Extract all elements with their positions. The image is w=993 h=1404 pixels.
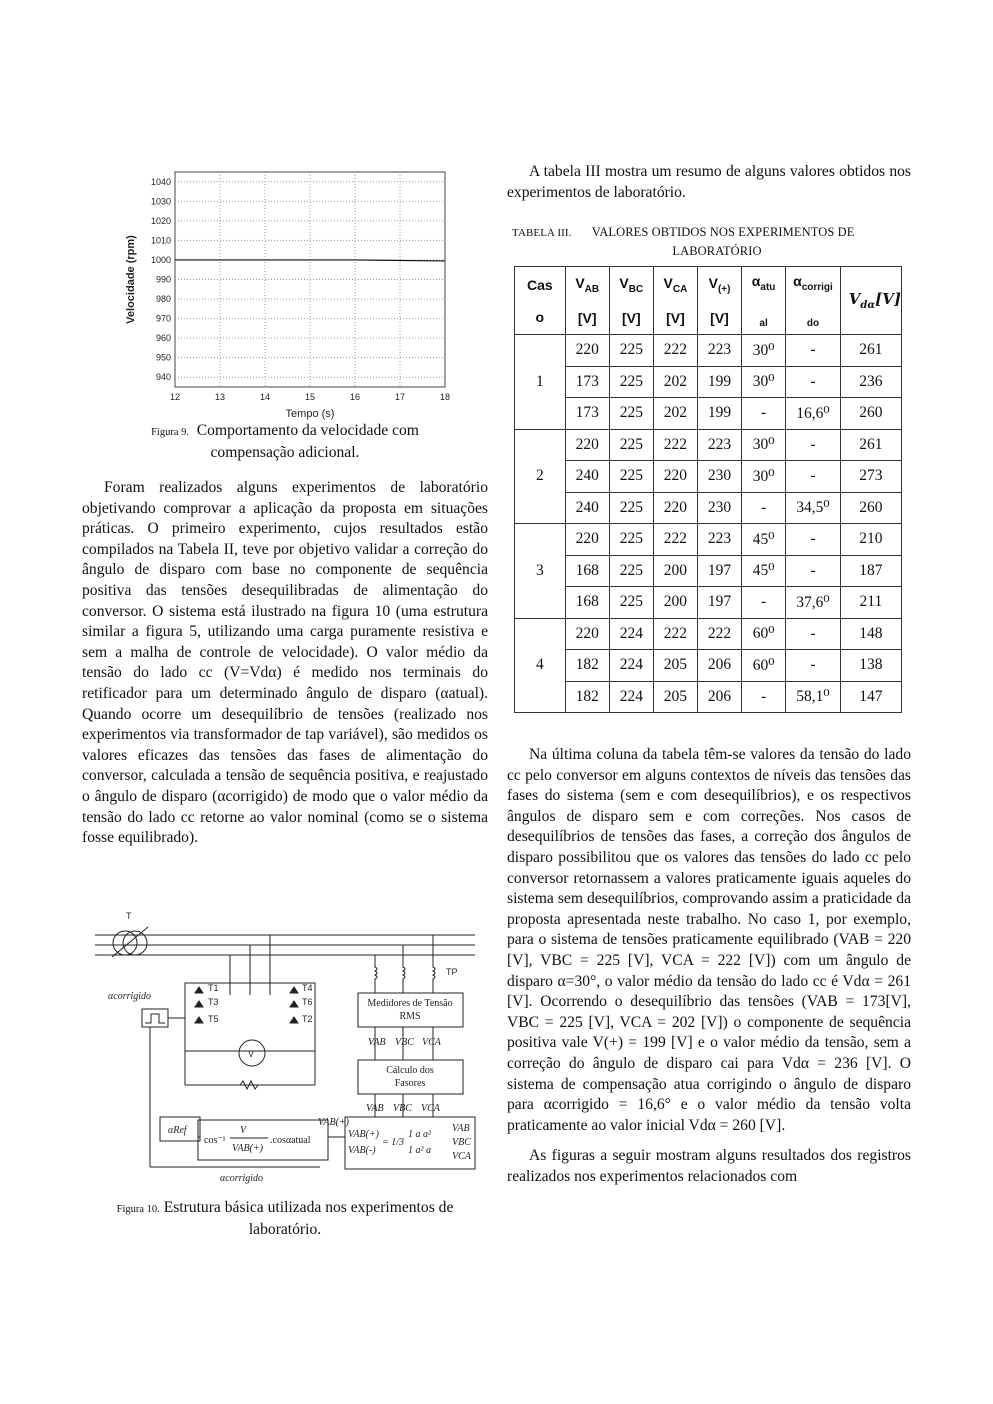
table-3-number: TABELA III. — [512, 227, 572, 239]
matrix-r3: VCA — [452, 1151, 471, 1162]
vab-plus-label: VAB(+) — [232, 1143, 263, 1154]
y-tick-label: 970 — [155, 313, 171, 324]
table-cell: 225 — [609, 335, 653, 367]
t6-label: T6 — [302, 997, 313, 1007]
alpha-ref-label: αRef — [168, 1125, 187, 1136]
th-vab: $V_{AB}$ [V] — [565, 267, 609, 335]
th-vplus: $V_{(+)}$ [V] — [697, 267, 741, 335]
table-cell: 220 — [565, 429, 609, 461]
table-cell: 225 — [609, 587, 653, 619]
y-tick-label: 940 — [155, 372, 171, 383]
table-cell: 60⁰ — [742, 618, 786, 650]
table-row — [515, 461, 902, 493]
right-intro-paragraph: A tabela III mostra um resumo de alguns valores obtidos nos experimentos de laboratório. — [507, 163, 911, 201]
matrix-r2: VBC — [452, 1137, 471, 1148]
table-cell: 236 — [840, 366, 901, 398]
y-tick-label: 960 — [155, 333, 171, 344]
table-cell: - — [742, 492, 786, 524]
figure-10-diagram — [90, 905, 485, 1185]
table-cell: 230 — [697, 492, 741, 524]
table-cell: - — [786, 650, 841, 682]
t5-label: T5 — [208, 1014, 219, 1024]
table-cell: 58,1⁰ — [786, 681, 841, 713]
table-cell: 224 — [609, 650, 653, 682]
table-cell: 205 — [653, 681, 697, 713]
table-cell: 210 — [840, 524, 901, 556]
table-cell: 60⁰ — [742, 650, 786, 682]
table-cell: 168 — [565, 555, 609, 587]
t1-label: T1 — [208, 983, 219, 993]
table-cell: 148 — [840, 618, 901, 650]
y-tick-label: 950 — [155, 352, 171, 363]
table-cell: 260 — [840, 398, 901, 430]
table-cell: 173 — [565, 366, 609, 398]
x-tick-label: 15 — [304, 392, 316, 402]
y-tick-label: 1030 — [150, 196, 171, 207]
figure-10-caption-text: Estrutura básica utilizada nos experimentos de laboratório. — [163, 1199, 454, 1238]
table-cell: 147 — [840, 681, 901, 713]
table-cell: - — [742, 681, 786, 713]
table-header-row — [515, 267, 902, 335]
table-row — [515, 650, 902, 682]
figure-9-caption-text: Comportamento da velocidade com compensação adicional. — [196, 422, 419, 461]
table-cell: - — [742, 587, 786, 619]
calc-label-2: Fasores — [394, 1078, 426, 1089]
table-3-title-line2: LABORATÓRIO — [672, 244, 762, 258]
table-cell: 224 — [609, 618, 653, 650]
v-over-label: V — [240, 1125, 247, 1136]
t3-label: T3 — [208, 997, 219, 1007]
table-cell: 187 — [840, 555, 901, 587]
table-cell: - — [786, 366, 841, 398]
table-cell: 225 — [609, 524, 653, 556]
tp-label: TP — [446, 967, 458, 977]
matrix-l2: VAB(-) — [348, 1145, 376, 1156]
matrix-row-b: 1 a² a — [408, 1145, 431, 1156]
circuit-diagram-svg — [90, 905, 485, 1185]
transformer-label: T — [126, 911, 132, 921]
table-cell: 225 — [609, 398, 653, 430]
cos-alpha-label: .cosαatual — [270, 1135, 311, 1146]
voltmeter-label: V — [248, 1049, 255, 1059]
table-3-caption — [512, 223, 912, 260]
table-cell: 220 — [653, 492, 697, 524]
right-paragraph: Na última coluna da tabela têm-se valores da tensão do lado cc pelo conversor em alguns contextos de níveis das tensões das fases do sistema (sem e com desequilíbrios), e os respectivos ângulos de disparo sem e com correções. Nos casos de desequilíbrios de tensões das fases, a correção dos ângulos de disparo possibilitou que os valores das tensões do lado cc pelo conversor retornassem a valores praticamente iguais aqueles do sistema sem desequilíbrios, comprovando assim a praticidade da proposta apresentada neste trabalho. No caso 1, por exemplo, para o sistema de tensões praticamente equilibrado (VAB = 220 [V], VBC = 225 [V], VCA = 222 [V]) com um ângulo de disparo α=30°, o valor médio da tensão do lado cc é Vdα = 261 [V]. Ocorrendo o desequilíbrio das tensões (VAB = 173[V], VBC = 225 [V], VCA = 202 [V]) o componente de sequência positiva vale V(+) = 199 [V] e o valor médio da tensão, sem a correção do ângulo de disparo cai para Vdα = 236 [V]. O sistema de compensação atua corrigindo o ângulo de disparo para αcorrigido = 16,6° e o valor médio da tensão volta praticamente ao valor inicial Vdα = 260 [V]. — [507, 746, 911, 1134]
table-cell: 200 — [653, 587, 697, 619]
th-vca: $V_{CA}$ [V] — [653, 267, 697, 335]
table-3-container — [514, 266, 904, 713]
table-cell: 206 — [697, 650, 741, 682]
table-3 — [514, 266, 902, 713]
x-tick-label: 12 — [169, 392, 181, 402]
matrix-l1: VAB(+) — [348, 1129, 379, 1140]
table-cell: - — [786, 555, 841, 587]
table-cell: 182 — [565, 681, 609, 713]
table-cell: 45⁰ — [742, 524, 786, 556]
table-cell: 225 — [609, 429, 653, 461]
figure-9-chart — [110, 160, 460, 420]
calc-label-1: Cálculo dos — [386, 1065, 434, 1076]
table-cell: 197 — [697, 555, 741, 587]
table-cell: 16,6⁰ — [786, 398, 841, 430]
right-body-text — [507, 745, 911, 1187]
y-tick-label: 1010 — [150, 235, 171, 246]
table-cell: - — [786, 524, 841, 556]
vca2-label: VCA — [421, 1103, 440, 1114]
table-cell: 202 — [653, 398, 697, 430]
x-tick-label: 14 — [259, 392, 271, 402]
table-cell-caso: 2 — [515, 429, 566, 524]
x-axis-label: Tempo (s) — [285, 408, 335, 420]
th-vd: $V_{d\alpha}[V]$ — [840, 267, 901, 335]
table-cell: 240 — [565, 461, 609, 493]
x-tick-label: 16 — [349, 392, 361, 402]
table-cell: 222 — [653, 429, 697, 461]
table-row — [515, 398, 902, 430]
th-alpha-corrigido: $\alpha_{corrigi}$ $_{do}$ — [786, 267, 841, 335]
table-cell: 220 — [565, 524, 609, 556]
figure-10-number: Figura 10. — [116, 1204, 160, 1215]
meter-label-2: RMS — [399, 1011, 421, 1022]
table-row — [515, 429, 902, 461]
left-paragraph: Foram realizados alguns experimentos de laboratório objetivando comprovar a aplicação da proposta em situações práticas. O primeiro experimento, cujos resultados estão compilados na Tabela II, teve por objetivo validar a correção do ângulo de disparo com base no componente de sequência positiva das tensões desequilibradas de alimentação do conversor. O sistema está ilustrado na figura 10 (uma estrutura similar a figura 5, utilizando uma carga puramente resistiva e sem a malha de controle de velocidade). O valor médio da tensão do lado cc (V=Vdα) é medido nos terminais do retificador para um determinado ângulo de disparo (αatual). Quando ocorre um desequilíbrio de tensões (realizado nos experimentos via transformador de tap variável), são medidos os valores eficazes das tensões das fases de alimentação do conversor, calculada a tensão de sequência positiva, e reajustado o ângulo de disparo (αcorrigido) de modo que o valor médio da tensão do lado cc retorne ao valor nominal (como se o sistema fosse equilibrado). — [82, 479, 488, 847]
alpha-corrigido-label-2: αcorrigido — [220, 1173, 264, 1184]
velocity-chart-svg — [110, 160, 460, 420]
x-tick-label: 18 — [439, 392, 451, 402]
table-row — [515, 555, 902, 587]
table-cell: - — [786, 335, 841, 367]
table-cell: 225 — [609, 555, 653, 587]
table-cell: 30⁰ — [742, 366, 786, 398]
table-cell: 30⁰ — [742, 461, 786, 493]
th-vbc: $V_{BC}$ [V] — [609, 267, 653, 335]
figure-9-caption — [112, 421, 458, 463]
meter-label-1: Medidores de Tensão — [367, 998, 453, 1009]
table-cell: 220 — [653, 461, 697, 493]
table-row — [515, 618, 902, 650]
table-cell: 202 — [653, 366, 697, 398]
table-cell-caso: 1 — [515, 335, 566, 430]
table-cell: 225 — [609, 461, 653, 493]
alpha-corrigido-label: αcorrigido — [108, 991, 152, 1002]
table-cell: 138 — [840, 650, 901, 682]
table-row — [515, 335, 902, 367]
table-cell: 222 — [697, 618, 741, 650]
table-cell: 211 — [840, 587, 901, 619]
vab-label: VAB — [368, 1037, 386, 1048]
table-cell: 225 — [609, 492, 653, 524]
table-cell-caso: 4 — [515, 618, 566, 713]
right-last-paragraph: As figuras a seguir mostram alguns resultados dos registros realizados nos experimentos relacionados com — [507, 1147, 911, 1185]
y-tick-label: 980 — [155, 294, 171, 305]
table-cell: 30⁰ — [742, 429, 786, 461]
table-cell: 240 — [565, 492, 609, 524]
pulse-generator — [142, 1009, 168, 1027]
table-cell: 222 — [653, 335, 697, 367]
vbc-label: VBC — [395, 1037, 414, 1048]
table-row — [515, 524, 902, 556]
th-caso-2: o — [535, 308, 545, 325]
table-cell: 230 — [697, 461, 741, 493]
y-tick-label: 1020 — [150, 215, 171, 226]
table-cell: 223 — [697, 335, 741, 367]
table-cell: 225 — [609, 366, 653, 398]
table-cell: 223 — [697, 429, 741, 461]
table-cell: - — [786, 461, 841, 493]
table-3-title-line1: VALORES OBTIDOS NOS EXPERIMENTOS DE — [591, 225, 855, 239]
table-row — [515, 681, 902, 713]
table-row — [515, 492, 902, 524]
arccos-label: cos⁻¹ — [204, 1135, 226, 1146]
table-cell: 30⁰ — [742, 335, 786, 367]
y-tick-label: 1000 — [150, 254, 171, 265]
table-cell: 197 — [697, 587, 741, 619]
vca-label: VCA — [422, 1037, 441, 1048]
table-3-body — [515, 335, 902, 713]
table-cell: 37,6⁰ — [786, 587, 841, 619]
potential-transformer-icon — [375, 935, 435, 983]
vab-out-label: VAB(+) — [318, 1117, 349, 1128]
table-cell: 168 — [565, 587, 609, 619]
table-row — [515, 587, 902, 619]
figure-9-number: Figura 9. — [151, 427, 189, 438]
table-cell: 205 — [653, 650, 697, 682]
table-cell: - — [786, 429, 841, 461]
table-cell: 273 — [840, 461, 901, 493]
t2-label: T2 — [302, 1014, 313, 1024]
table-cell: 173 — [565, 398, 609, 430]
th-caso-1: Cas — [526, 276, 553, 293]
table-cell: 34,5⁰ — [786, 492, 841, 524]
table-cell: 45⁰ — [742, 555, 786, 587]
vbc2-label: VBC — [393, 1103, 412, 1114]
table-cell: 220 — [565, 335, 609, 367]
table-cell: 223 — [697, 524, 741, 556]
table-cell: 220 — [565, 618, 609, 650]
matrix-eq: = 1/3 — [382, 1137, 405, 1148]
table-cell: - — [786, 618, 841, 650]
table-row — [515, 366, 902, 398]
table-cell: 261 — [840, 335, 901, 367]
th-caso — [515, 267, 566, 335]
table-cell: 206 — [697, 681, 741, 713]
x-tick-label: 13 — [214, 392, 226, 402]
vab2-label: VAB — [366, 1103, 384, 1114]
x-tick-label: 17 — [394, 392, 406, 402]
table-cell: 182 — [565, 650, 609, 682]
y-axis-label: Velocidade (rpm) — [125, 235, 137, 324]
y-tick-label: 1040 — [150, 176, 171, 187]
table-cell: 222 — [653, 524, 697, 556]
y-tick-label: 990 — [155, 274, 171, 285]
table-cell-caso: 3 — [515, 524, 566, 619]
figure-10-caption — [82, 1198, 488, 1240]
table-cell: 224 — [609, 681, 653, 713]
t4-label: T4 — [302, 983, 313, 993]
left-body-text — [82, 478, 488, 849]
table-cell: 200 — [653, 555, 697, 587]
matrix-row-a: 1 a a² — [408, 1129, 431, 1140]
table-cell: - — [742, 398, 786, 430]
th-alpha-atual: $\alpha_{atu}$ $_{al}$ — [742, 267, 786, 335]
table-cell: 199 — [697, 366, 741, 398]
table-cell: 199 — [697, 398, 741, 430]
table-cell: 260 — [840, 492, 901, 524]
series-line-0 — [175, 260, 445, 261]
table-cell: 222 — [653, 618, 697, 650]
table-cell: 261 — [840, 429, 901, 461]
matrix-r1: VAB — [452, 1123, 470, 1134]
right-intro-text — [507, 162, 911, 203]
